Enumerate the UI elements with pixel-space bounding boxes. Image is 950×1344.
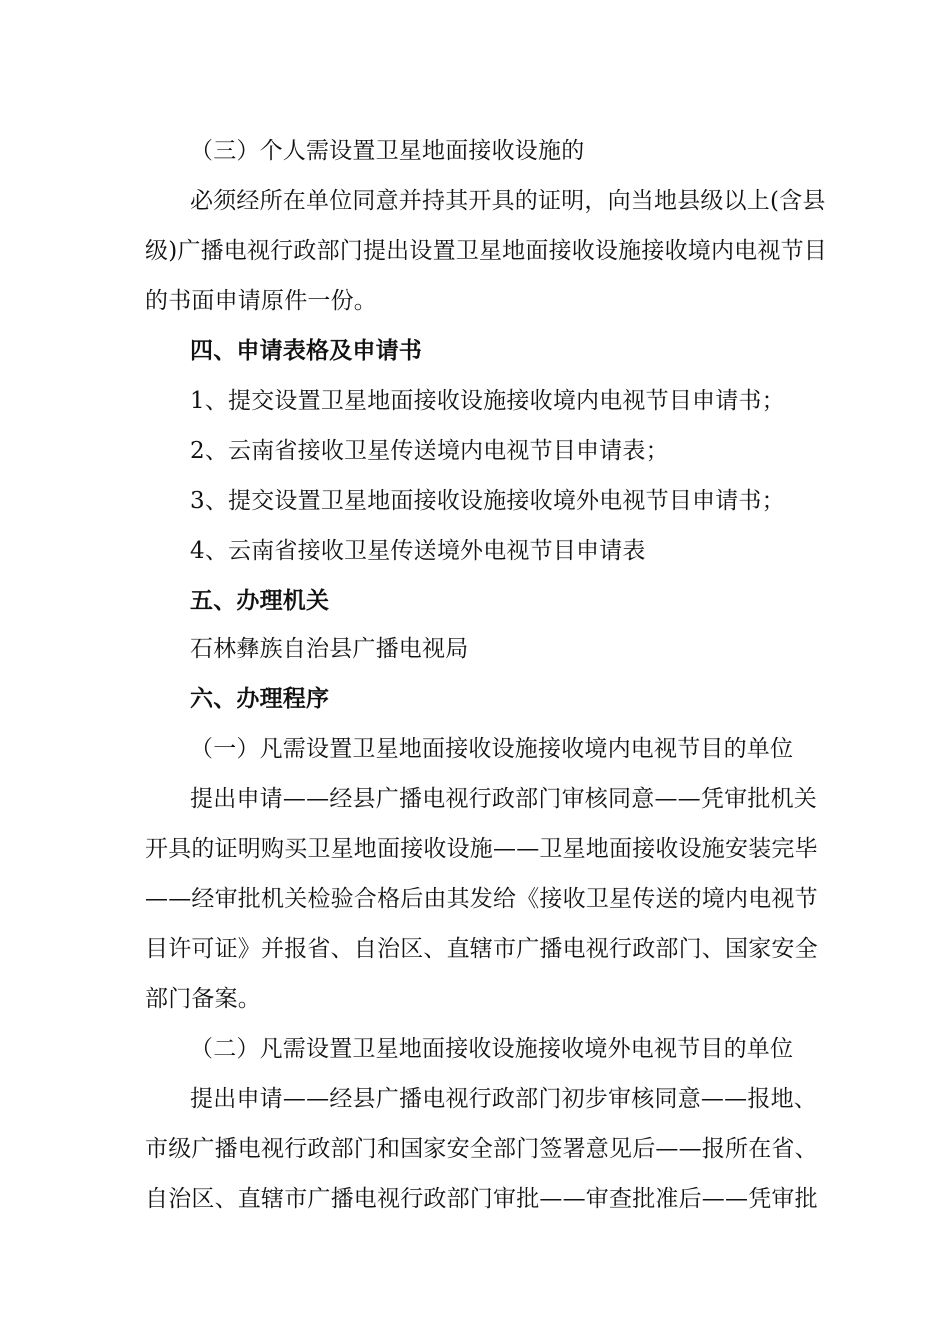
- paragraph-line: ——经审批机关检验合格后由其发给《接收卫星传送的境内电视节: [145, 886, 818, 912]
- list-item: 2、云南省接收卫星传送境内电视节目申请表；: [190, 438, 669, 464]
- paragraph-line: 必须经所在单位同意并持其开具的证明，向当地县级以上(含县: [190, 188, 826, 214]
- paragraph-line: 提出申请——经县广播电视行政部门初步审核同意——报地、: [190, 1086, 817, 1112]
- paragraph-line: 市级广播电视行政部门和国家安全部门签署意见后——报所在省、: [145, 1136, 818, 1162]
- section-5-heading: 五、办理机关: [190, 588, 330, 614]
- subsection-2-title: （二）凡需设置卫星地面接收设施接收境外电视节目的单位: [190, 1036, 794, 1062]
- subsection-3-title: （三）个人需设置卫星地面接收设施的: [190, 138, 585, 164]
- paragraph-line: 提出申请——经县广播电视行政部门审核同意——凭审批机关: [190, 786, 817, 812]
- list-item: 1、提交设置卫星地面接收设施接收境内电视节目申请书；: [190, 388, 785, 414]
- paragraph-line: 部门备案。: [145, 986, 261, 1012]
- paragraph-line: 级)广播电视行政部门提出设置卫星地面接收设施接收境内电视节目: [145, 238, 827, 264]
- paragraph-line: 目许可证》并报省、自治区、直辖市广播电视行政部门、国家安全: [145, 936, 818, 962]
- paragraph-line: 自治区、直辖市广播电视行政部门审批——审查批准后——凭审批: [145, 1186, 818, 1212]
- subsection-1-title: （一）凡需设置卫星地面接收设施接收境内电视节目的单位: [190, 736, 794, 762]
- list-item: 3、提交设置卫星地面接收设施接收境外电视节目申请书；: [190, 488, 785, 514]
- list-item: 4、云南省接收卫星传送境外电视节目申请表: [190, 538, 646, 564]
- paragraph-line: 的书面申请原件一份。: [145, 288, 377, 314]
- authority-name: 石林彝族自治县广播电视局: [190, 636, 469, 662]
- paragraph-line: 开具的证明购买卫星地面接收设施——卫星地面接收设施安装完毕: [145, 836, 818, 862]
- section-6-heading: 六、办理程序: [190, 686, 330, 712]
- section-4-heading: 四、申请表格及申请书: [190, 338, 422, 364]
